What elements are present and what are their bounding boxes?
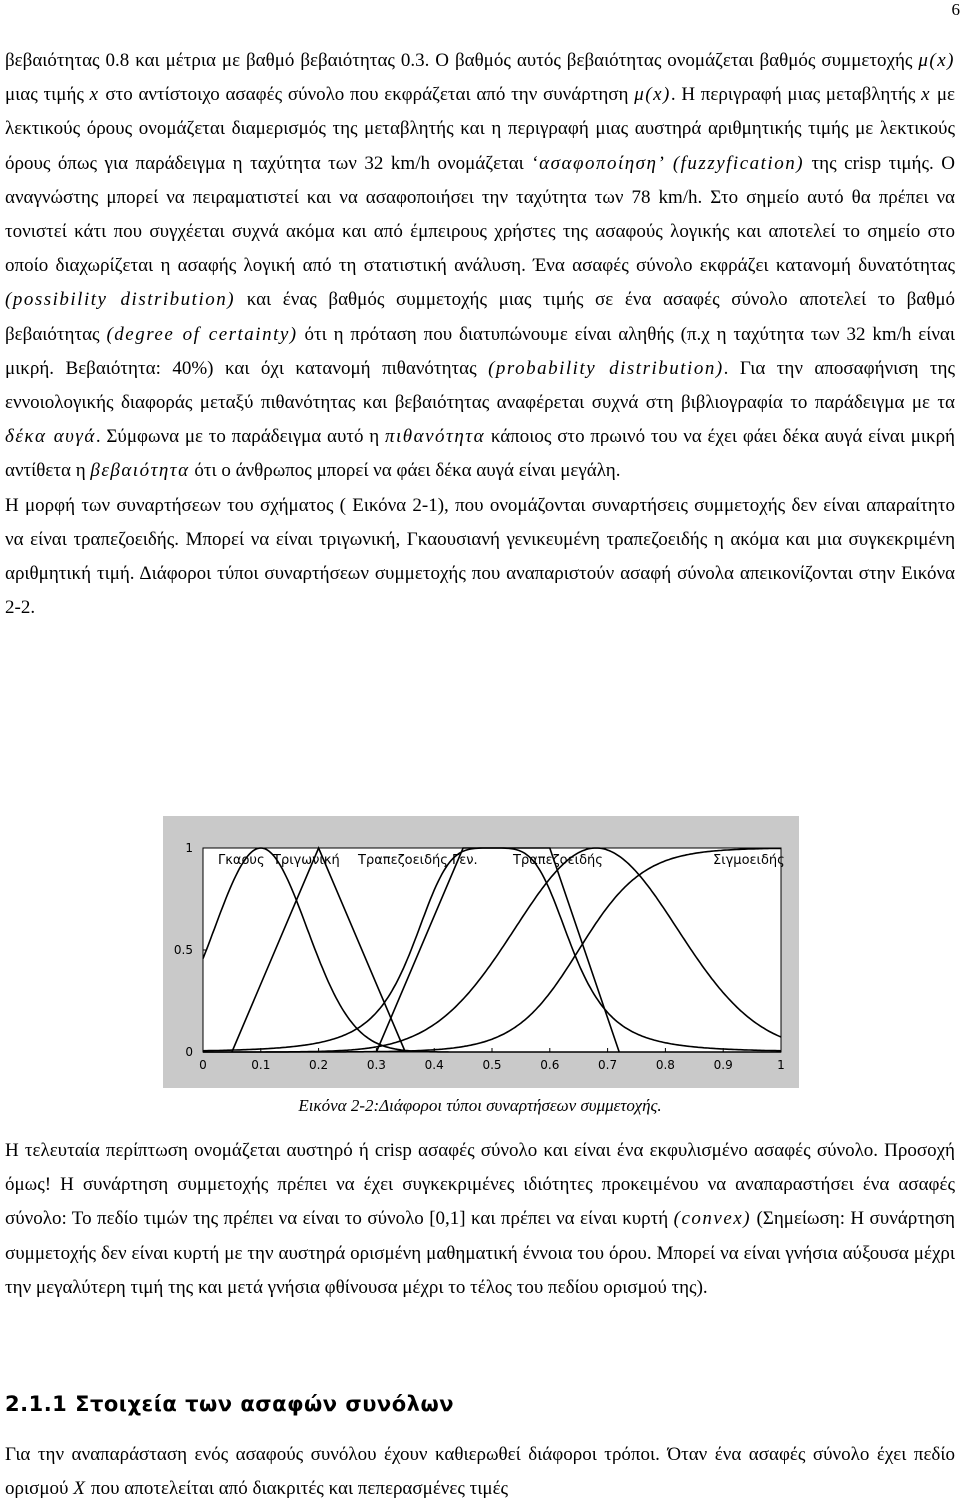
text-run: βεβαιότητας 0.8 και μέτρια με βαθμό βεβαιότητας 0.3. Ο βαθμός αυτός βεβαιότητας ονομάζεται βαθμός συμμετοχής bbox=[5, 50, 918, 71]
math-X: X bbox=[73, 1478, 86, 1499]
term-convex: (convex) bbox=[674, 1208, 751, 1229]
figure-caption: Εικόνα 2-2:Διάφοροι τύποι συναρτήσεων συμμετοχής. bbox=[0, 1096, 960, 1116]
text-run: . Η περιγραφή μιας μεταβλητής bbox=[671, 84, 921, 105]
membership-functions-chart bbox=[163, 816, 799, 1088]
text-run: που αποτελείται από διακριτές και πεπερασμένες τιμές bbox=[86, 1478, 508, 1499]
math-x: x bbox=[921, 84, 931, 105]
section-heading: 2.1.1 Στοιχεία των ασαφών συνόλων bbox=[5, 1392, 454, 1416]
term-certainty-greek: βεβαιότητα bbox=[90, 460, 189, 481]
text-run: (Σημείωση: Η συνάρτηση συμμετοχής δεν είναι κυρτή με την αυστηρά ορισμένη μαθηματική έννοια του όρου. Μπορεί να είναι γνήσια αύξουσα μέχρι την μεγαλύτερη τιμή της και μετά γνήσια φθίνουσα μέχρι το τέλος του πεδίου ορισμού της). bbox=[5, 1208, 955, 1297]
term-degree: (degree of certainty) bbox=[106, 324, 297, 345]
y-tick-label: 0.5 bbox=[174, 943, 193, 957]
text-run: Η τελευταία περίπτωση ονομάζεται αυστηρό ή crisp ασαφές σύνολο και είναι ένα εκφυλισμένο ασαφές σύνολο. Προσοχή όμως! Η συνάρτηση συμμετοχής πρέπει να έχει συγκεκριμένες ιδιότητες προκειμένου να αναπαραστήσει ένα ασαφές σύνολο: Το πεδίο τιμών της πρέπει να είναι το σύνολο [0,1] και πρέπει να είναι κυρτή bbox=[5, 1140, 955, 1229]
legend-label: Τραπεζοειδής Γεν. bbox=[357, 853, 478, 868]
term-probability-greek: πιθανότητα bbox=[385, 426, 485, 447]
plot-area bbox=[203, 848, 781, 1052]
text-run: στο αντίστοιχο ασαφές σύνολο που εκφράζεται από την συνάρτηση bbox=[100, 84, 635, 105]
x-tick-label: 0.5 bbox=[482, 1058, 501, 1072]
x-tick-label: 0.3 bbox=[367, 1058, 386, 1072]
term-possibility: (possibility distribution) bbox=[5, 289, 235, 310]
term-probability: (probability distribution) bbox=[488, 358, 724, 379]
membership-functions-figure bbox=[163, 816, 799, 1088]
math-mu-x: μ(x) bbox=[634, 84, 671, 105]
x-tick-label: 0.4 bbox=[425, 1058, 444, 1072]
term-fuzzification: (fuzzyfication) bbox=[673, 153, 804, 174]
x-tick-label: 0.9 bbox=[714, 1058, 733, 1072]
text-run: με λεκτικούς όρους ονομάζεται διαμερισμός της μεταβλητής και η περιγραφή μιας αυστηρά αριθμητικής τιμής με λεκτικούς όρους όπως για παράδειγμα η ταχύτητα των 32 km/h ονομάζεται bbox=[5, 84, 955, 173]
text-run: κάποιος στο πρωινό του να έχει φάει δέκα αυγά είναι μικρή αντίθετα η bbox=[5, 426, 955, 481]
text-run: της crisp τιμής. Ο αναγνώστης μπορεί να πειραματιστεί και να ασαφοποιήσει την ταχύτητα των 78 km/h. Στο σημείο αυτό θα πρέπει να τονιστεί κάτι που συγχέεται συχνά ακόμα και από έμπειρους χρήστες της ασαφούς λογικής και αποτελεί το σημείο στο οποίο διαχωρίζεται η ασαφής λογική από τη στατιστική ανάλυση. Ένα ασαφές σύνολο εκφράζει κατανομή δυνατότητας bbox=[5, 153, 955, 277]
text-run: Η μορφή των συναρτήσεων του σχήματος ( Εικόνα 2-1), που ονομάζονται συναρτήσεις συμμετοχής δεν είναι απαραίτητο να είναι τραπεζοειδής. Μπορεί να είναι τριγωνική, Γκαουσιανή γενικευμένη τραπεζοειδής η ακόμα και μια συγκεκριμένη αριθμητική τιμή. Διάφοροι τύποι συναρτήσεων συμμετοχής που αναπαριστούν ασαφή σύνολα απεικονίζονται στην Εικόνα 2-2. bbox=[5, 495, 955, 619]
x-tick-label: 0.8 bbox=[656, 1058, 675, 1072]
legend-label: Τριγωνική bbox=[272, 853, 340, 868]
text-run: . Σύμφωνα με το παράδειγμα αυτό η bbox=[96, 426, 385, 447]
text-run bbox=[665, 153, 673, 174]
text-run: . Για την αποσαφήνιση της εννοιολογικής διαφοράς μεταξύ πιθανότητας και βεβαιότητας αναφέρεται συχνά στη βιβλιογραφία το παράδειγμα με τα bbox=[5, 358, 955, 413]
x-tick-label: 1 bbox=[777, 1058, 785, 1072]
text-run: ότι ο άνθρωπος μπορεί να φάει δέκα αυγά είναι μεγάλη. bbox=[190, 460, 621, 481]
text-run: ότι η πρόταση που διατυπώνουμε είναι αληθής (π.χ η ταχύτητα των 32 km/h είναι μικρή. Βεβαιότητα: 40%) και όχι κατανομή πιθανότητας bbox=[5, 324, 955, 379]
x-tick-label: 0.1 bbox=[251, 1058, 270, 1072]
x-tick-label: 0.2 bbox=[309, 1058, 328, 1072]
x-tick-label: 0 bbox=[199, 1058, 207, 1072]
body-paragraph bbox=[5, 1438, 955, 1506]
y-tick-label: 0 bbox=[185, 1045, 193, 1059]
y-tick-label: 1 bbox=[185, 841, 193, 855]
term-ten-eggs: δέκα αυγά bbox=[5, 426, 96, 447]
text-run: μιας τιμής bbox=[5, 84, 90, 105]
legend-label: Τραπεζοειδής bbox=[512, 853, 603, 868]
text-run: Για την αναπαράσταση ενός ασαφούς συνόλου έχουν καθιερωθεί διάφοροι τρόποι. Όταν ένα ασαφές σύνολο έχει πεδίο ορισμού bbox=[5, 1444, 955, 1499]
text-run: και ένας βαθμός συμμετοχής μιας τιμής σε ένα ασαφές σύνολο αποτελεί το βαθμό βεβαιότητας bbox=[5, 289, 955, 344]
term-fuzzification-greek: ‘ασαφοποίηση’ bbox=[531, 153, 665, 174]
legend-label: Γκαους bbox=[218, 853, 265, 868]
math-mu-x: μ(x) bbox=[918, 50, 955, 71]
x-tick-label: 0.7 bbox=[598, 1058, 617, 1072]
legend-label: Σιγμοειδής bbox=[713, 853, 785, 868]
x-tick-label: 0.6 bbox=[540, 1058, 559, 1072]
math-x: x bbox=[90, 84, 100, 105]
page-number: 6 bbox=[952, 0, 960, 20]
body-paragraph bbox=[5, 44, 955, 625]
body-paragraph bbox=[5, 1134, 955, 1305]
